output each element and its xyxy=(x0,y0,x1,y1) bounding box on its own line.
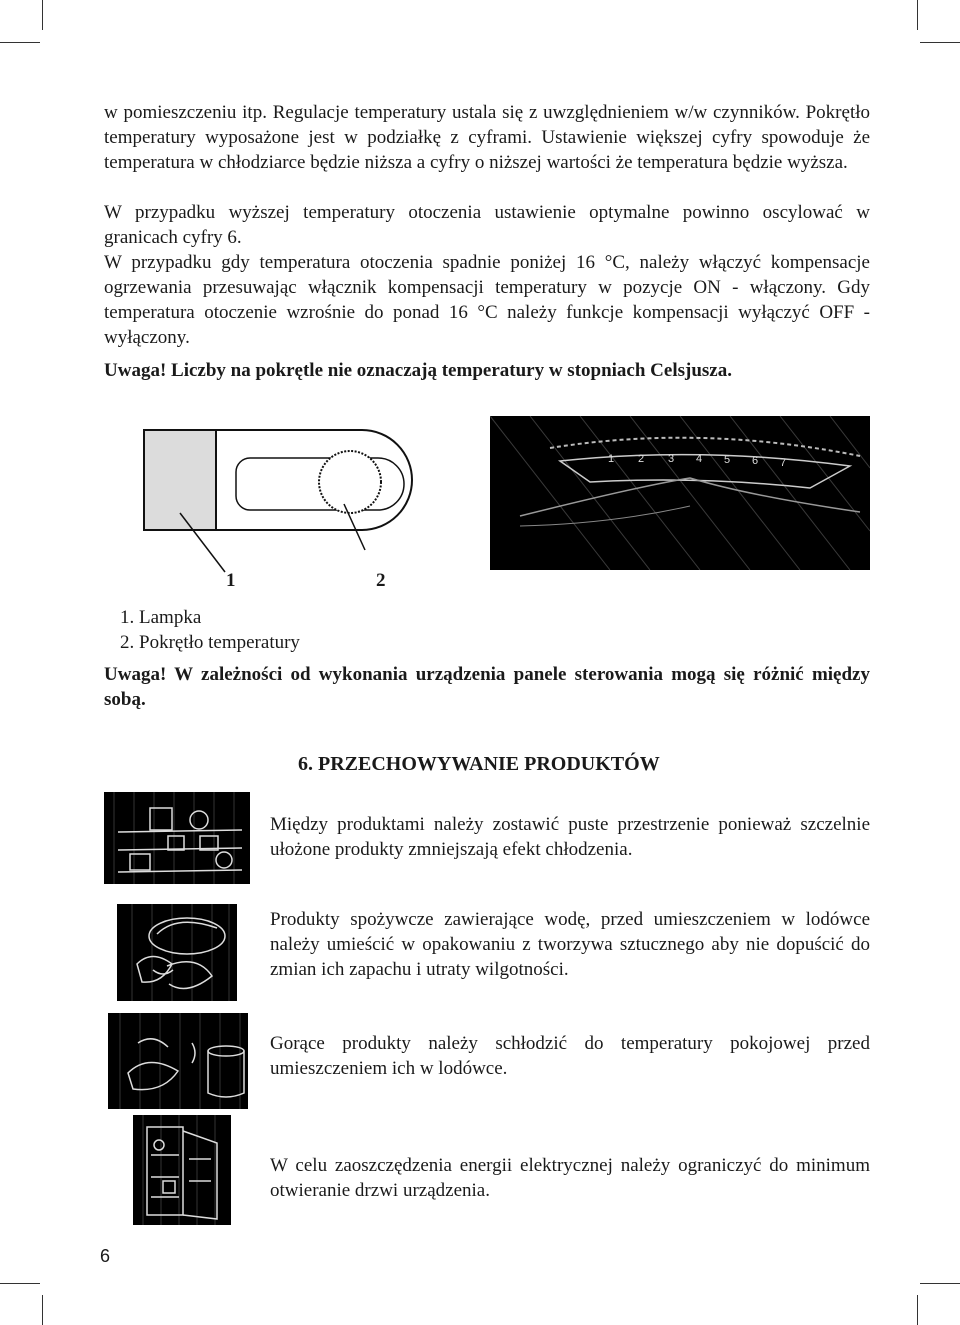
storage-tip-packaging: Produkty spożywcze zawierające wodę, przed umieszczeniem w lodówce należy umieścić w opakowaniu z tworzywa sztucznego aby nie dopuścić do zmian ich zapachu i utraty wilgotności. xyxy=(270,909,870,980)
dial-number: 2 xyxy=(638,453,645,465)
crop-mark-bottom-left xyxy=(0,1283,40,1284)
warning-dial-numbers: Uwaga! Liczby na pokrętle nie oznaczają temperatury w stopniach Celsjusza. xyxy=(104,360,732,381)
legend-lamp: 1. Lampka xyxy=(120,607,202,628)
crop-mark-bottom-right-v xyxy=(917,1295,918,1325)
wrapped-food-photo xyxy=(117,904,237,1001)
dial-number: 6 xyxy=(752,455,759,467)
crop-mark-bottom-right xyxy=(920,1283,960,1284)
crop-mark-bottom-left-v xyxy=(42,1295,43,1325)
storage-tip-cooling: Gorące produkty należy schłodzić do temperatury pokojowej przed umieszczeniem ich w lodówce. xyxy=(270,1033,870,1079)
crop-mark-top-right-v xyxy=(917,0,918,30)
dial-number: 4 xyxy=(696,453,703,465)
dial-photo xyxy=(490,416,870,570)
lamp-window xyxy=(144,430,216,530)
callout-label-2: 2 xyxy=(376,570,386,591)
dial-number: 7 xyxy=(780,457,787,469)
paragraph-regulation: w pomieszczeniu itp. Regulacje temperatury ustala się z uwzględnieniem w/w czynników. Pokrętło temperatury wyposażone jest w podziałkę z cyframi. Ustawienie większej cyfry spowoduje że temperatura w chłodziarce będzie niższa a cyfry o niższej wartości że temperatura będzie wyższa. xyxy=(104,102,870,173)
hot-food-photo xyxy=(108,1013,248,1109)
dial-number: 5 xyxy=(724,454,731,466)
storage-tip-door: W celu zaoszczędzenia energii elektrycznej należy ograniczyć do minimum otwieranie drzwi urządzenia. xyxy=(270,1155,870,1201)
open-fridge-photo xyxy=(133,1115,231,1225)
temperature-knob xyxy=(319,451,381,513)
section-title: 6. PRZECHOWYWANIE PRODUKTÓW xyxy=(298,753,660,775)
crop-mark-top-left xyxy=(0,42,40,43)
warning-panel-variants: Uwaga! W zależności od wykonania urządzenia panele sterowania mogą się różnić między sobą. xyxy=(104,664,870,710)
page-number: 6 xyxy=(100,1246,111,1266)
legend-knob: 2. Pokrętło temperatury xyxy=(120,632,300,653)
dial-number: 1 xyxy=(608,453,615,465)
callout-label-1: 1 xyxy=(226,570,236,591)
paragraph-high-temperature: W przypadku wyższej temperatury otoczenia ustawienie optymalne powinno oscylować w granicach cyfry 6. xyxy=(104,202,870,248)
dial-number: 3 xyxy=(668,453,675,465)
paragraph-compensation: W przypadku gdy temperatura otoczenia spadnie poniżej 16 °C, należy włączyć kompensacje ogrzewania przesuwając włącznik kompensacji temperatury w pozycje ON - włączony. Gdy temperatura otoczenie wzrośnie do ponad 16 °C należy funkcje kompensacji wyłączyć OFF - wyłączony. xyxy=(104,252,870,348)
storage-tip-spacing: Między produktami należy zostawić puste przestrzenie ponieważ szczelnie ułożone produkty zmniejszają efekt chłodzenia. xyxy=(270,814,870,860)
shelves-photo xyxy=(104,792,250,884)
crop-mark-top-right xyxy=(920,42,960,43)
crop-mark-top-left-v xyxy=(42,0,43,30)
